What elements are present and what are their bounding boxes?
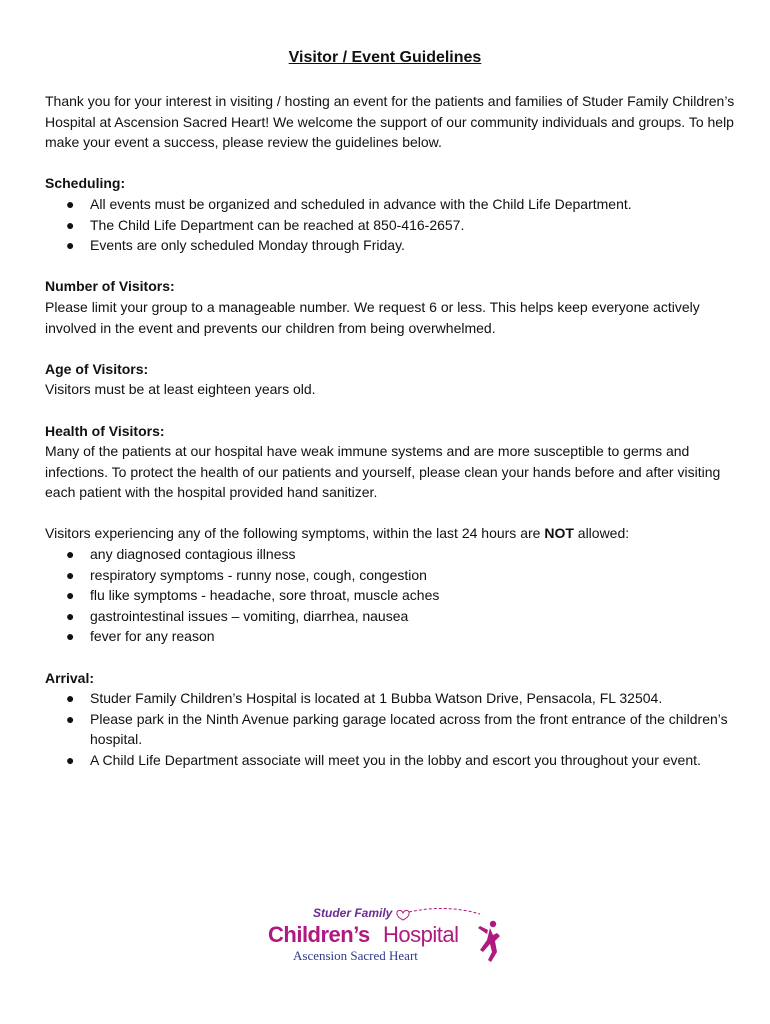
list-item: ● Studer Family Children’s Hospital is located at 1 Bubba Watson Drive, Pensacola, FL 32504. [45,688,735,709]
number-of-visitors-text: Please limit your group to a manageable number. We request 6 or less. This helps keep everyone actively involved in the event and prevents our children from being overwhelmed. [45,298,700,336]
health-of-visitors-text: Many of the patients at our hospital have weak immune systems and are more susceptible to germs and infections. To protect the health of our patients and yourself, please clean your hands before and after visiting each patient with the hospital provided hand sanitizer. [45,443,721,501]
logo-hospital: Hospital [383,922,459,947]
list-item: ● any diagnosed contagious illness [45,544,735,565]
list-item: ● fever for any reason [45,626,735,647]
health-of-visitors-heading: Health of Visitors: [45,422,165,439]
number-of-visitors-heading: Number of Visitors: [45,278,175,295]
list-item: ● All events must be organized and scheduled in advance with the Child Life Department. [45,194,735,215]
bullet-icon: ● [66,690,75,707]
heart-icon [397,910,409,920]
logo-ascension-sacred-heart: Ascension Sacred Heart [293,948,418,963]
list-item: ● The Child Life Department can be reached at 850-416-2657. [45,215,735,236]
bullet-icon: ● [66,628,75,645]
not-emphasis: NOT [544,525,574,542]
age-of-visitors-heading: Age of Visitors: [45,360,149,377]
bullet-icon: ● [66,546,75,563]
hospital-logo [266,900,506,970]
bullet-icon: ● [66,216,75,233]
list-item: ● Please park in the Ninth Avenue parking garage located across from the front entrance of the children’s hospital. [66,710,728,748]
symptoms-intro: Visitors experiencing any of the following symptoms, within the last 24 hours are NOT allowed: [45,525,630,542]
list-item: ● A Child Life Department associate will meet you in the lobby and escort you throughout your event. [45,750,735,771]
logo-studer-family: Studer Family [313,906,393,920]
list-item: ● gastrointestinal issues – vomiting, diarrhea, nausea [45,606,735,627]
bullet-icon: ● [66,587,75,604]
bullet-icon: ● [66,752,75,768]
arrival-heading: Arrival: [45,669,95,686]
swoosh-line [409,908,480,914]
hospital-logo-graphic [266,900,506,970]
logo-childrens: Children’s [268,922,370,947]
list-item: ● Events are only scheduled Monday through Friday. [45,235,735,256]
child-figure-icon [478,921,500,962]
bullet-icon: ● [66,237,75,254]
scheduling-heading: Scheduling: [45,175,126,192]
bullet-icon: ● [66,607,75,624]
scheduling-list [45,194,735,256]
intro-paragraph: Thank you for your interest in visiting / hosting an event for the patients and families of Studer Family Children’s Hospital at Ascension Sacred Heart! We welcome the support of our community individuals and groups. To help make your event a success, please review the guidelines below. [45,93,735,151]
list-item: ● respiratory symptoms - runny nose, cough, congestion [45,565,735,586]
bullet-icon: ● [66,195,75,212]
list-item: ● flu like symptoms - headache, sore throat, muscle aches [45,585,735,606]
age-of-visitors-text: Visitors must be at least eighteen years old. [45,381,316,398]
arrival-list [45,688,735,770]
document-body [45,91,735,771]
bullet-icon: ● [66,710,75,727]
symptoms-list [45,544,735,647]
page-title: Visitor / Event Guidelines [288,49,482,66]
bullet-icon: ● [66,566,75,583]
